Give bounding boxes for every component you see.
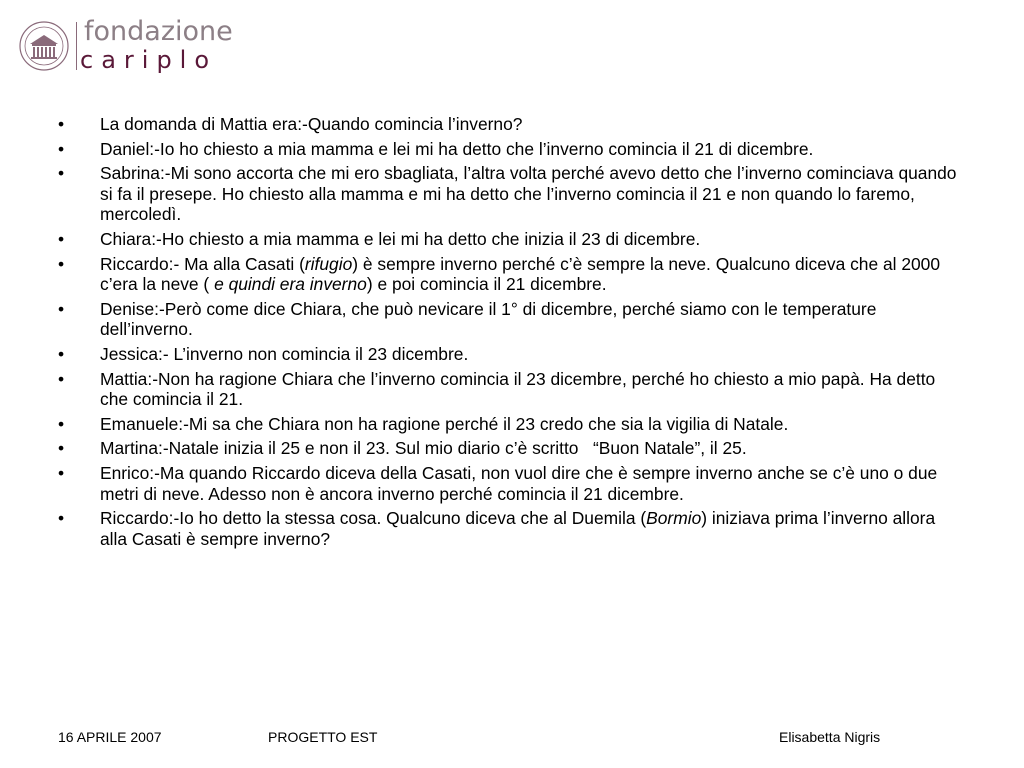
footer-author: Elisabetta Nigris [779, 729, 881, 745]
italic-segment: Bormio [646, 508, 702, 529]
fondazione-cariplo-logo [18, 16, 248, 76]
italic-segment: e quindi era inverno [214, 274, 367, 295]
italic-segment: rifugio [304, 253, 353, 274]
bullet-icon: • [58, 138, 65, 159]
list-item [58, 139, 958, 160]
list-item [58, 438, 958, 459]
footer-project: PROGETTO EST [268, 729, 378, 745]
bullet-icon: • [58, 298, 65, 319]
bullet-text: Mattia:-Non ha ragione Chiara che l’inverno comincia il 23 dicembre, perché ho chiesto a mio papà. Ha detto che comincia il 21. [100, 368, 936, 410]
bullet-icon: • [58, 368, 65, 389]
list-item [58, 163, 958, 225]
list-item [58, 463, 958, 504]
seal-icon [18, 20, 70, 72]
list-item [58, 369, 958, 410]
footer-date: 16 APRILE 2007 [58, 729, 162, 745]
bullet-text: Chiara:-Ho chiesto a mia mamma e lei mi ha detto che inizia il 23 di dicembre. [100, 228, 701, 249]
bullet-text: Sabrina:-Mi sono accorta che mi ero sbagliata, l’altra volta perché avevo detto che l’inverno cominciava quando si fa il presepe. Ho chiesto alla mamma e mi ha detto che l’inverno comincia il 21 e non quando lo faremo, mercoledì. [100, 163, 957, 225]
list-item [58, 508, 958, 549]
bullet-list [58, 114, 958, 553]
text-segment: ) iniziava prima l’inverno allora alla Casati è sempre inverno? [100, 508, 936, 549]
logo-word-fondazione: fondazione [84, 16, 233, 47]
bullet-icon: • [58, 114, 65, 134]
list-item [58, 299, 958, 340]
logo-word-cariplo: cariplo [80, 46, 218, 74]
list-item [58, 229, 958, 250]
bullet-text: Daniel:-Io ho chiesto a mia mamma e lei mi ha detto che l’inverno comincia il 21 di dicembre. [100, 138, 814, 159]
list-item [58, 254, 958, 295]
bullet-text: Enrico:-Ma quando Riccardo diceva della Casati, non vuol dire che è sempre inverno anche se c’è uno o due metri di neve. Adesso non è ancora inverno perché comincia il 21 dicembre. [100, 462, 938, 504]
bullet-text: Martina:-Natale inizia il 25 e non il 23. Sul mio diario c’è scritto “Buon Natale”, il 25. [100, 438, 747, 459]
bullet-icon: • [58, 163, 65, 184]
bullet-icon: • [58, 413, 65, 434]
bullet-text: La domanda di Mattia era:-Quando comincia l’inverno? [100, 114, 523, 134]
bullet-text: Denise:-Però come dice Chiara, che può nevicare il 1° di dicembre, perché siamo con le temperature dell’inverno. [100, 298, 877, 340]
bullet-icon: • [58, 228, 65, 249]
bullet-icon: • [58, 438, 65, 459]
bullet-icon: • [58, 343, 65, 364]
bullet-text [100, 254, 940, 295]
bullet-icon: • [58, 508, 65, 529]
text-segment: ) e poi comincia il 21 dicembre. [366, 274, 607, 295]
text-segment: Riccardo:- Ma alla Casati ( [100, 253, 305, 274]
bullet-icon: • [58, 253, 65, 274]
text-segment: ) è sempre inverno perché c’è sempre la neve. Qualcuno diceva che al 2000 c’era la neve ( [100, 253, 941, 295]
list-item [58, 344, 958, 365]
bullet-text: Emanuele:-Mi sa che Chiara non ha ragione perché il 23 credo che sia la vigilia di Natale. [100, 413, 789, 434]
bullet-icon: • [58, 462, 65, 483]
bullet-text [100, 508, 935, 549]
bullet-text: Jessica:- L’inverno non comincia il 23 dicembre. [100, 343, 469, 364]
list-item [58, 114, 958, 135]
list-item [58, 414, 958, 435]
logo-divider [76, 22, 77, 70]
text-segment: Riccardo:-Io ho detto la stessa cosa. Qualcuno diceva che al Duemila ( [100, 508, 647, 529]
